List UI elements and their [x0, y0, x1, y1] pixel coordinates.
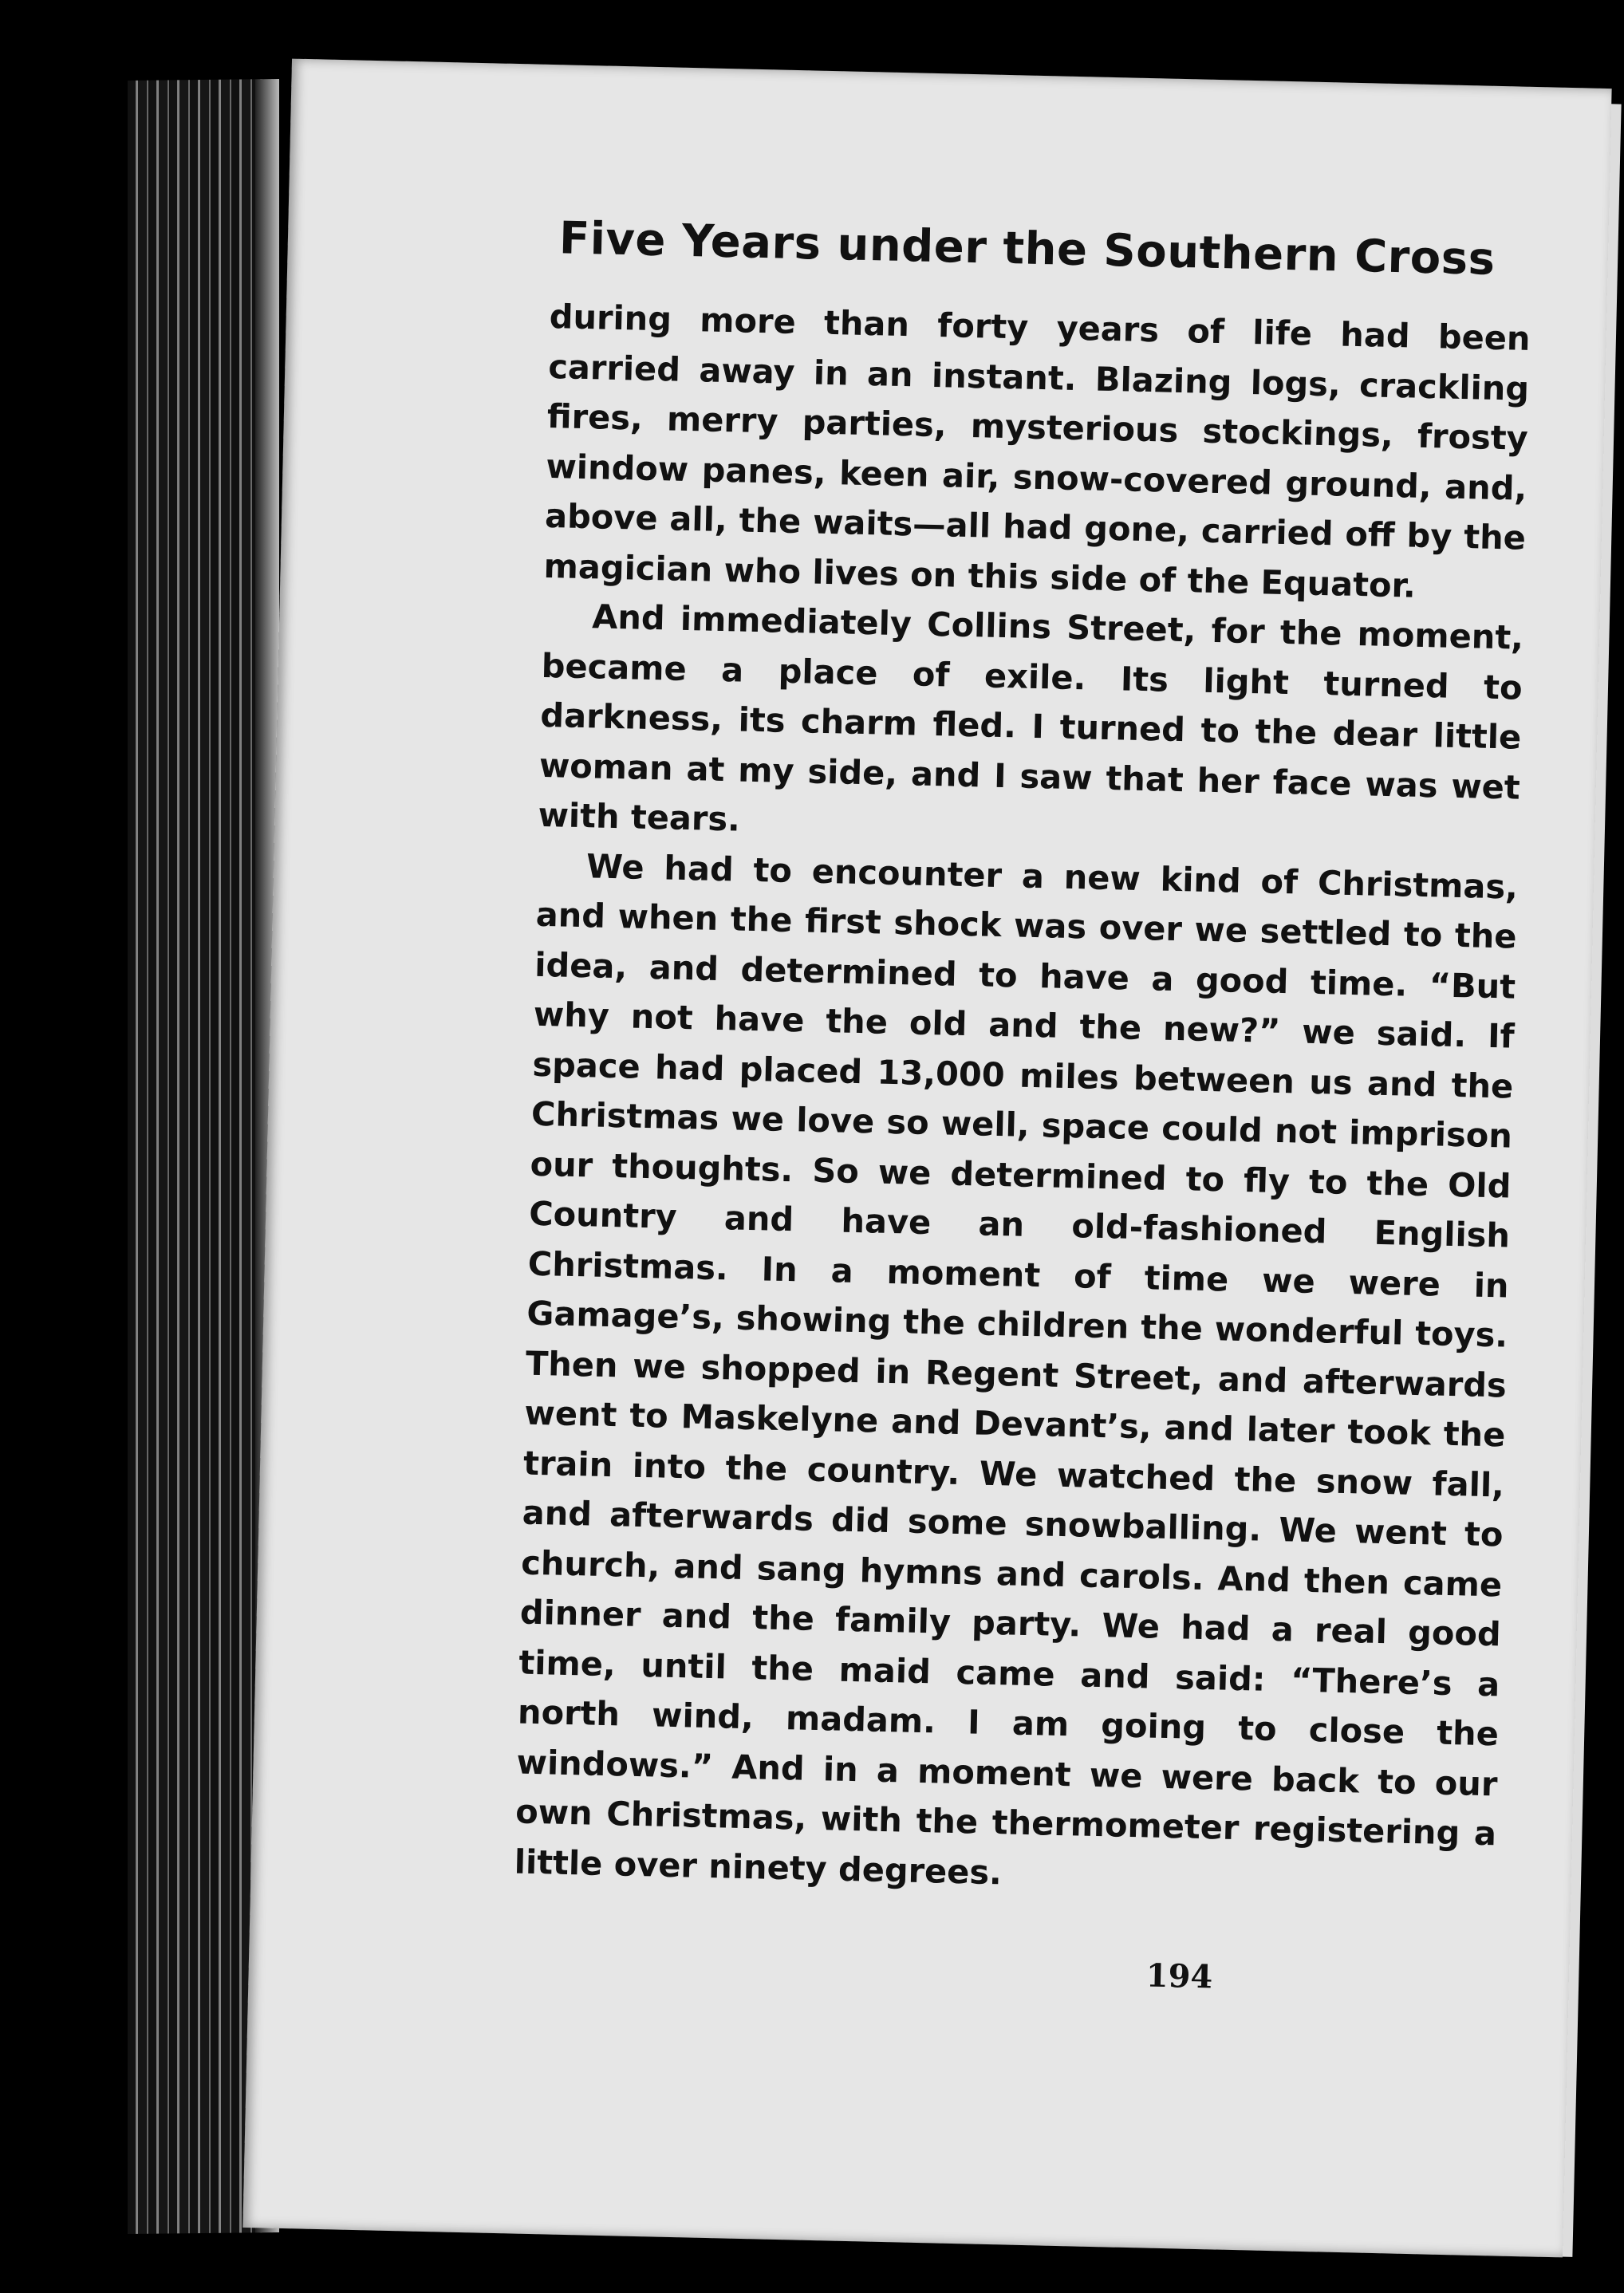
running-head: Five Years under the Southern Cross — [558, 212, 1496, 286]
page-number: 194 — [1145, 1956, 1213, 1996]
paragraph-new-christmas: We had to encounter a new kind of Christmas, and when the first shock was over we settled to the idea, and determined to have a good time. “But why not have the old and the new?” we said. If space had placed 13,000 miles between us and the Christmas we love so well, space could not imprison our thoughts. So we determined to fly to the Old Country and have an old-fashioned English Christmas. In a moment of time we were in Gamage’s, showing the children the wonderful toys. Then we shopped in Regent Street, and afterwards went to Maskelyne and Devant’s, and later took the train into the country. We watched the snow fall, and afterwards did some snowballing. We went to church, and sang hymns and carols. And then came dinner and the family party. We had a real good time, until the maid came and said: “There’s a north wind, madam. I am going to close the windows.” And in a moment we were back to our own Christmas, with the thermometer registering a little over ninety degrees. — [514, 845, 1519, 1892]
paragraph-collins-street: And immediately Collins Street, for the moment, became a place of exile. Its light turned to darkness, its charm fled. I turned to the dear little woman at my side, and I saw that her face was wet with tears. — [538, 597, 1524, 839]
body-text — [514, 292, 1531, 1909]
page-sheet — [242, 59, 1611, 2258]
paragraph-continued: during more than forty years of life had been carried away in an instant. Blazing logs, crackling fires, merry parties, mysterious stockings, frosty window panes, keen air, snow-covered ground, and, above all, the waits—all had gone, carried off by the magician who lives on this side of the Equator. — [543, 296, 1531, 605]
